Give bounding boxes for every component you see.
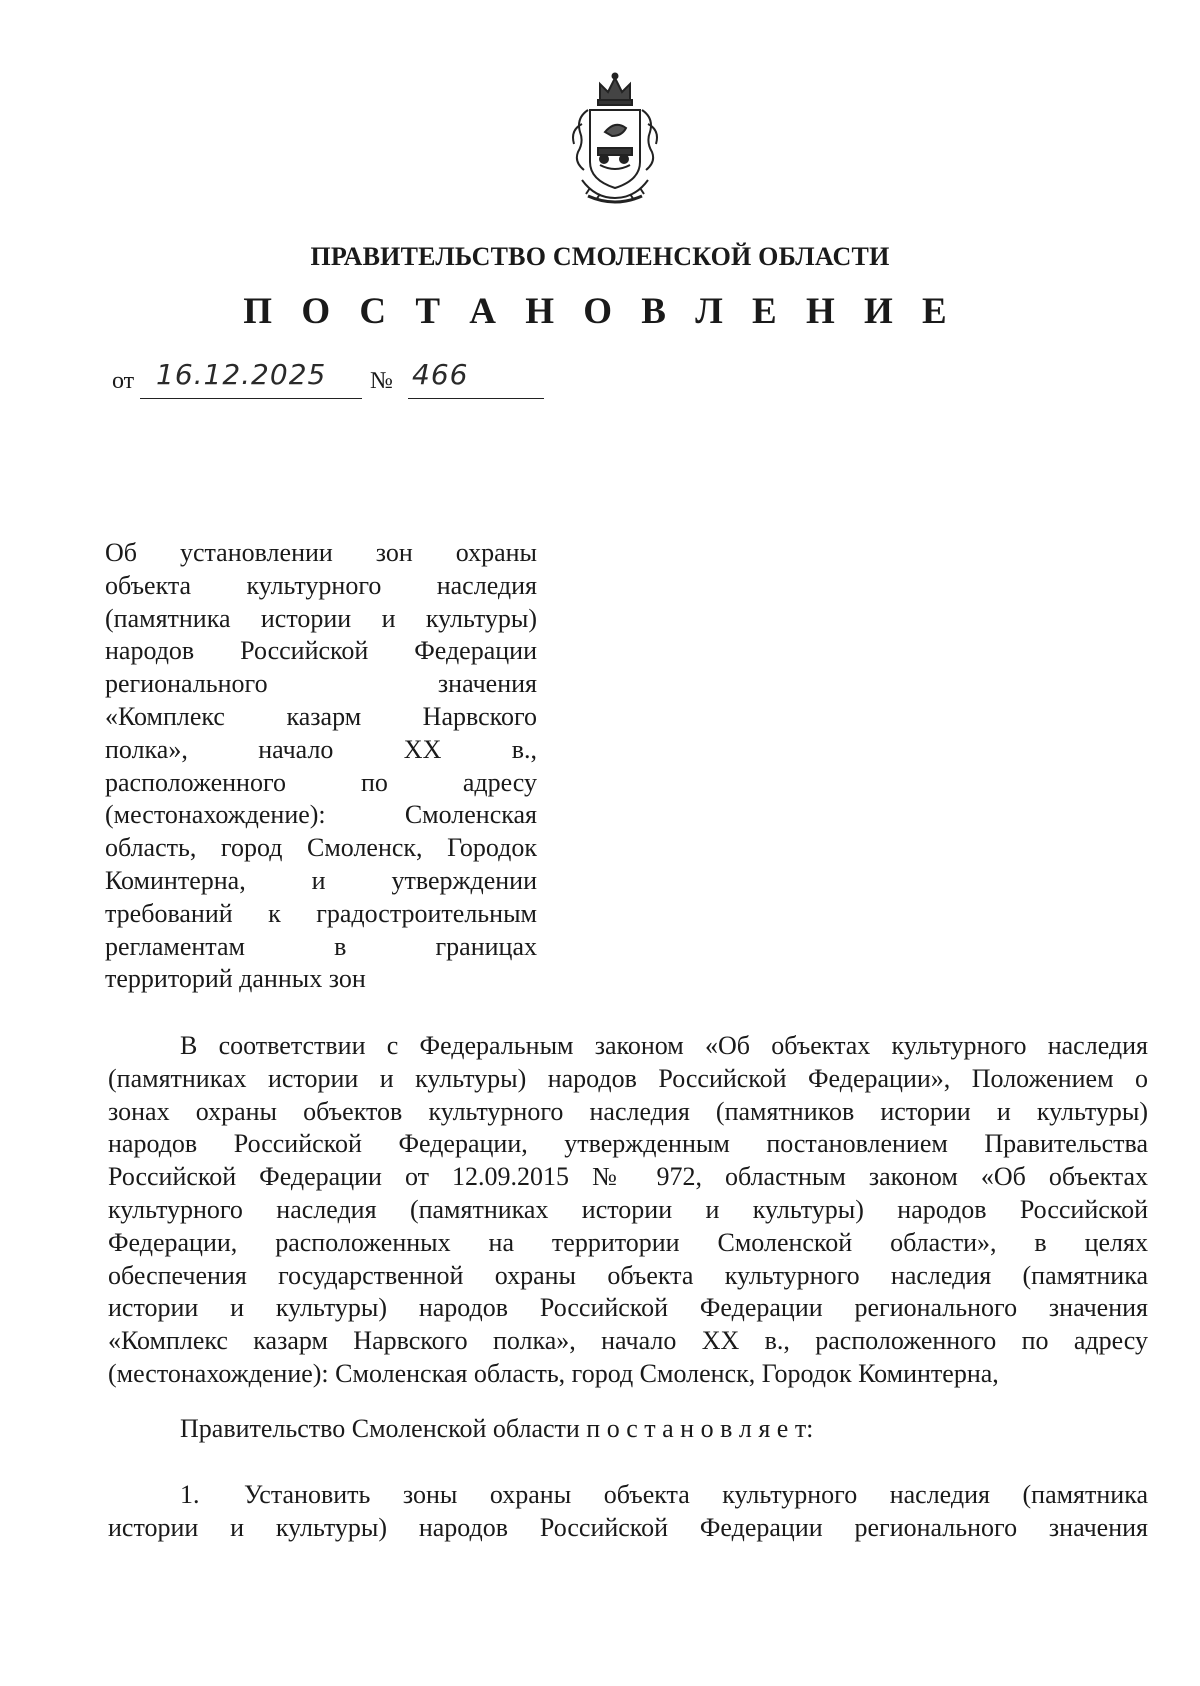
subject-line: (памятника истории и культуры) — [105, 603, 537, 633]
preamble-line: (местонахождение): Смоленская область, город Смоленск, Городок Коминтерна, — [108, 1358, 999, 1388]
preamble-line: зонах охраны объектов культурного наследия (памятников истории и культуры) — [108, 1096, 1148, 1126]
item-number: 1. — [180, 1480, 200, 1509]
decree-item-1 — [108, 1479, 1148, 1545]
preamble-line: истории и культуры) народов Российской Федерации регионального значения — [108, 1293, 1148, 1323]
subject-line: (местонахождение): Смоленская — [105, 800, 537, 830]
smolensk-region-coat-of-arms-icon — [560, 70, 670, 208]
subject-line: территорий данных зон — [105, 964, 366, 994]
subject-line: требований к градостроительным — [105, 898, 537, 928]
subject-line: «Комплекс казарм Нарвского — [105, 701, 537, 731]
handwritten-number: 466 — [412, 358, 469, 391]
organization-title: ПРАВИТЕЛЬСТВО СМОЛЕНСКОЙ ОБЛАСТИ — [310, 242, 890, 271]
subject-line: объекта культурного наследия — [105, 570, 537, 600]
date-underline — [140, 398, 362, 399]
preamble-line: В соответствии с Федеральным законом «Об объектах культурного наследия — [180, 1031, 1148, 1060]
document-type-title: П О С Т А Н О В Л Е Н И Е — [243, 291, 957, 332]
handwritten-date: 16.12.2025 — [156, 358, 327, 391]
subject-line: Коминтерна, и утверждении — [105, 865, 537, 895]
subject-line: регионального значения — [105, 669, 537, 699]
preamble-line: Российской Федерации от 12.09.2015 № 972, областным законом «Об объектах — [108, 1162, 1148, 1192]
subject-line: расположенного по адресу — [105, 767, 537, 797]
preamble-line: обеспечения государственной охраны объекта культурного наследия (памятника — [108, 1260, 1148, 1290]
preamble-line: «Комплекс казарм Нарвского полка», начало XX в., расположенного по адресу — [108, 1326, 1148, 1356]
subject-line: регламентам в границах — [105, 931, 537, 961]
subject-line: область, город Смоленск, Городок — [105, 833, 537, 863]
preamble-paragraph — [108, 1030, 1148, 1391]
item-line-2: истории и культуры) народов Российской Федерации регионального значения — [108, 1512, 1148, 1542]
preamble-line: культурного наследия (памятниках истории и культуры) народов Российской — [108, 1194, 1148, 1224]
preamble-line: Федерации, расположенных на территории Смоленской области», в целях — [108, 1227, 1148, 1257]
number-sign: № — [370, 368, 393, 394]
decree-statement: Правительство Смоленской области п о с т а н о в л я е т: — [180, 1414, 814, 1443]
subject-line: полка», начало XX в., — [105, 734, 537, 764]
subject-line: Об установлении зон охраны — [105, 538, 537, 567]
item-text: Установить зоны охраны объекта культурного наследия (памятника — [244, 1480, 1148, 1509]
subject-line: народов Российской Федерации — [105, 636, 537, 666]
date-prefix: от — [112, 368, 135, 394]
number-underline — [408, 398, 544, 399]
item-line-1 — [108, 1479, 1148, 1512]
date-number-line — [112, 356, 552, 396]
document-subject — [105, 537, 537, 996]
preamble-line: (памятниках истории и культуры) народов Российской Федерации», Положением о — [108, 1063, 1148, 1093]
preamble-line: народов Российской Федерации, утвержденным постановлением Правительства — [108, 1129, 1148, 1159]
